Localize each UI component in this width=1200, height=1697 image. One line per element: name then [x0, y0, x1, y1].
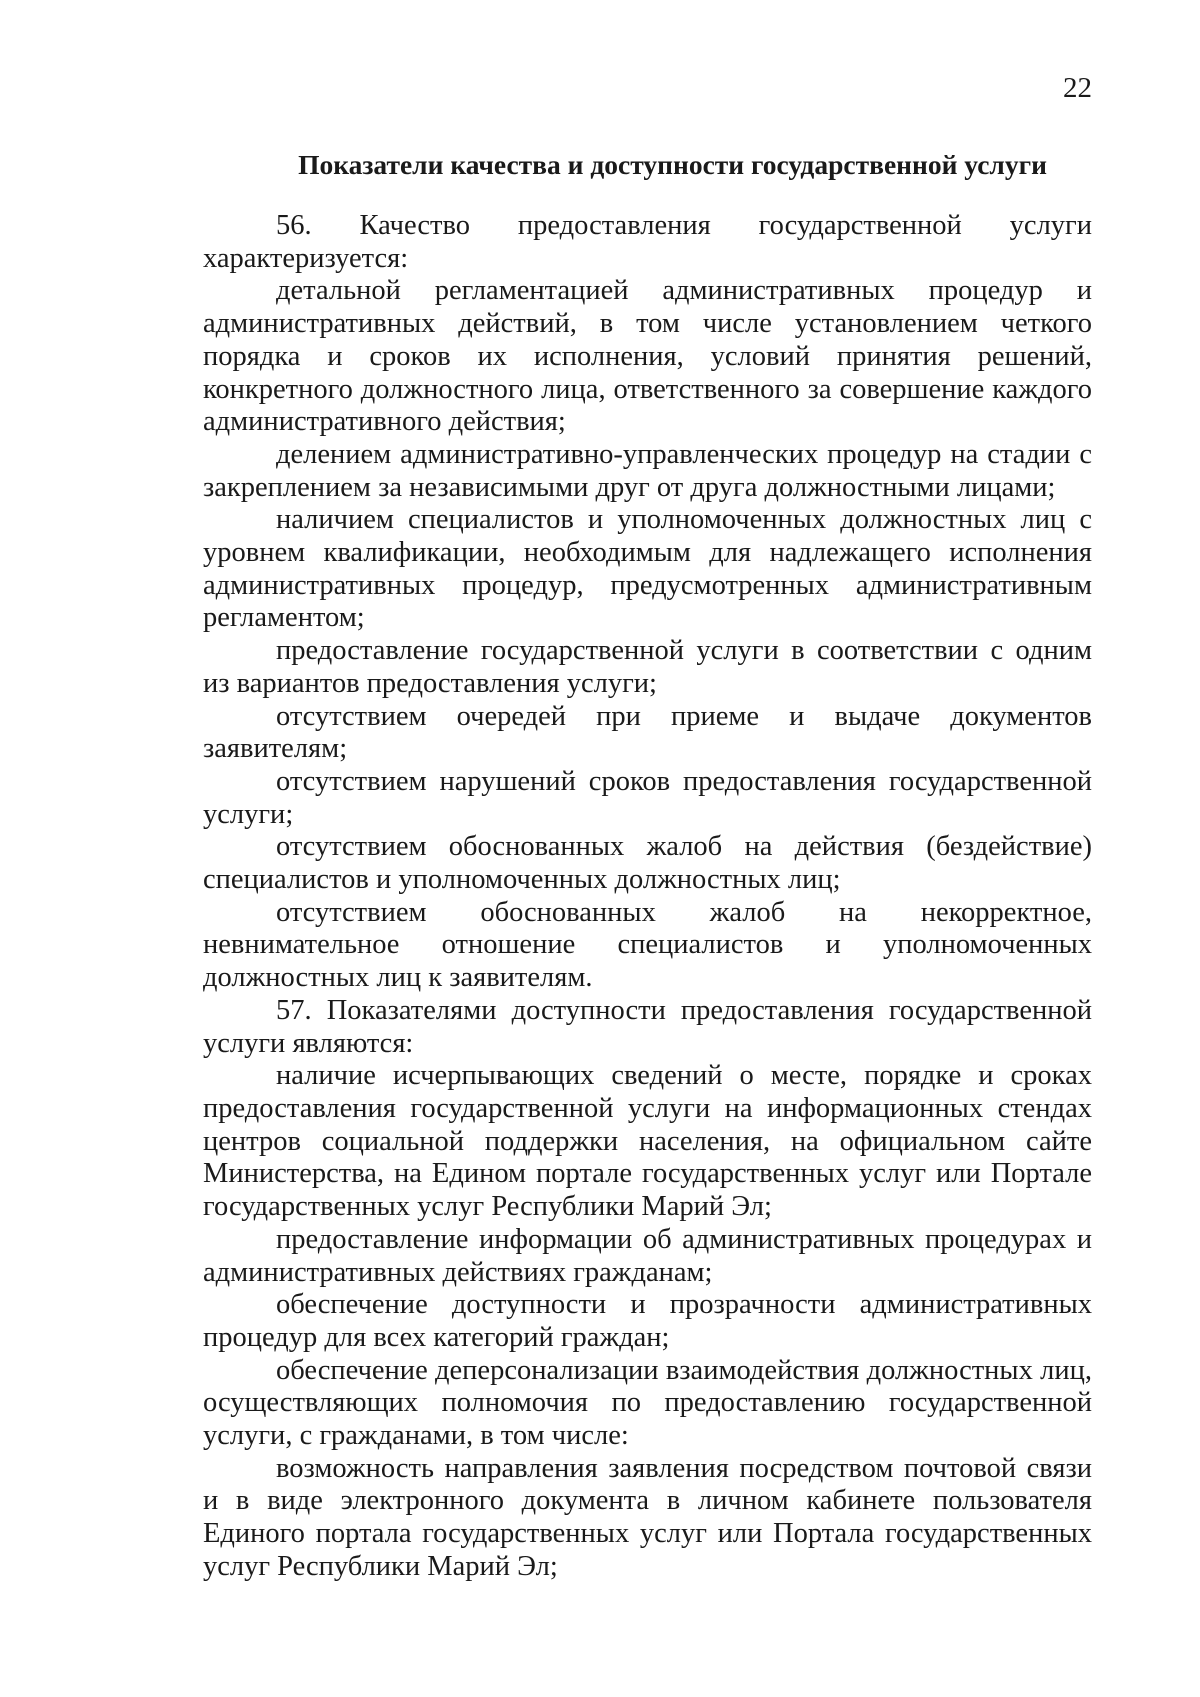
paragraph: отсутствием очередей при приеме и выдаче документов заявителям; — [203, 700, 1092, 765]
paragraph: обеспечение деперсонализации взаимодействия должностных лиц, осуществляющих полномочия по предоставлению государственной услуги, с гражданами, в том числе: — [203, 1354, 1092, 1452]
paragraph: предоставление государственной услуги в соответствии с одним из вариантов предоставления услуги; — [203, 635, 1092, 699]
paragraph: наличием специалистов и уполномоченных должностных лиц с уровнем квалификации, необходимым для надлежащего исполнения административных процедур, предусмотренных административным регламентом; — [203, 504, 1092, 634]
paragraph: предоставление информации об административных процедурах и административных действиях гражданам; — [203, 1223, 1092, 1288]
paragraph: отсутствием обоснованных жалоб на действия (бездействие) специалистов и уполномоченных должностных лиц; — [203, 831, 1092, 896]
paragraph: 56. Качество предоставления государственной услуги характеризуется: — [203, 210, 1092, 274]
section-heading: Показатели качества и доступности государственной услуги — [298, 149, 1047, 180]
paragraph: делением административно-управленческих процедур на стадии с закреплением за независимыми друг от друга должностными лицами; — [203, 438, 1092, 503]
page-number: 22 — [1063, 72, 1092, 104]
paragraph: обеспечение доступности и прозрачности административных процедур для всех категорий граждан; — [203, 1289, 1092, 1353]
paragraph: отсутствием нарушений сроков предоставления государственной услуги; — [203, 765, 1092, 830]
paragraph: детальной регламентацией административных процедур и административных действий, в том числе установлением четкого порядка и сроков их исполнения, условий принятия решений, конкретного должностного лица, ответственного за совершение каждого административного действия; — [203, 275, 1092, 438]
paragraph: наличие исчерпывающих сведений о месте, порядке и сроках предоставления государственной услуги на информационных стендах центров социальной поддержки населения, на официальном сайте Министерства, на Едином портале государственных услуг или Портале государственных услуг Республики Марий Эл; — [203, 1060, 1092, 1223]
paragraph: отсутствием обоснованных жалоб на некорректное, невнимательное отношение специалистов и уполномоченных должностных лиц к заявителям. — [203, 896, 1092, 994]
document-body — [203, 148, 1092, 1584]
paragraph: 57. Показателями доступности предоставления государственной услуги являются: — [203, 994, 1092, 1059]
paragraph: возможность направления заявления посредством почтовой связи и в виде электронного документа в личном кабинете пользователя Единого портала государственных услуг или Портала государственных услуг Республики Марий Эл; — [203, 1452, 1092, 1582]
